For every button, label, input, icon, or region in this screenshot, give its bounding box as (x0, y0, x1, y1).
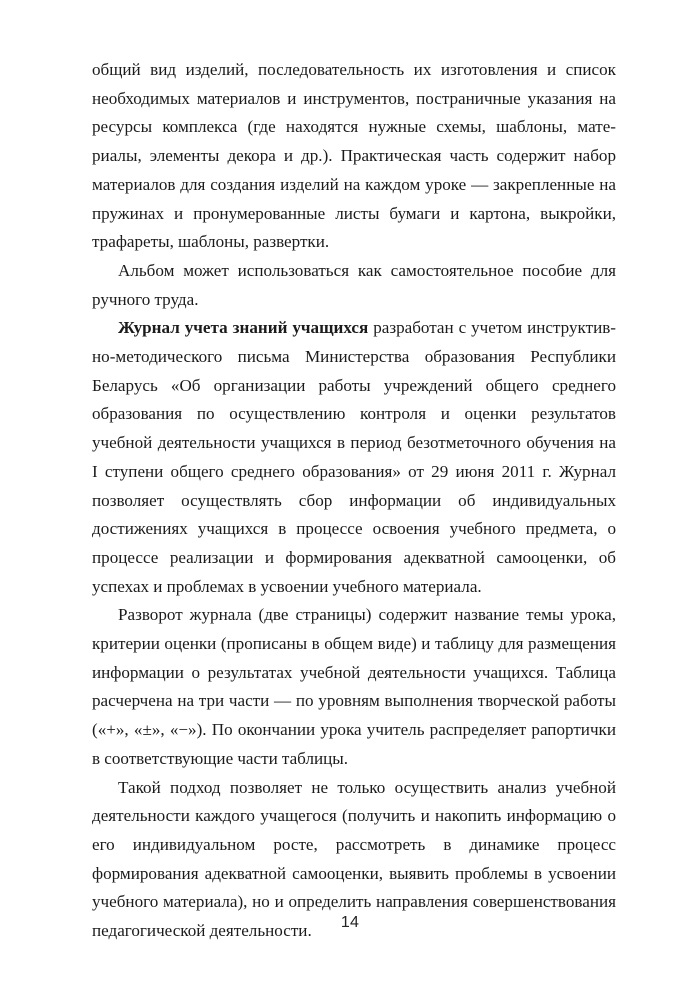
paragraph-3-body: разработан с учетом инструктивно-методического письма Министерства образования Республики Беларусь «Об организации работы учреждений общего среднего образования по осуществлению контроля и оценки результатов учебной деятельности учащихся в период безотметочного обучения на I ступени общего среднего образования» от 29 июня 2011 г. Журнал позволяет осуществлять сбор информации об индивидуальных достижениях учащихся в процессе освоения учебного предмета, о процессе реализации и формирования адекватной самооценки, об успехах и проблемах в усвоении учебного материала. (92, 318, 616, 596)
page-number: 14 (340, 914, 360, 931)
paragraph-4: Разворот журнала (две страницы) содержит название темы урока, критерии оценки (прописаны в общем виде) и таблицу для размещения информации о результатах учебной деятельности учащихся. Таблица расчерчена на три части — по уровням выполнения творческой работы («+», «±», «−»). По окончании урока учитель распределяет рапортички в соответствующие части таблицы. (92, 605, 616, 768)
paragraph-2: Альбом может использоваться как самостоятельное пособие для ручного труда. (92, 260, 616, 309)
paragraph-3 (92, 314, 616, 601)
paragraph-5: Такой подход позволяет не только осуществить анализ учебной деятельности каждого учащегося (получить и накопить информацию о его индивидуальном росте, рассмотреть в динамике процесс формирования адекватной самооценки, выявить проблемы в усвоении учебного материала), но и определить направления совершенствования педагогической деятельности. (92, 777, 616, 941)
paragraph-3-lead-bold: Журнал учета знаний учащихся (118, 318, 369, 338)
paragraph-1: общий вид изделий, последовательность их изготовления и список необходимых материалов и инструментов, постраничные указания на ресурсы комплекса (где находятся нужные схемы, шаблоны, материалы, элементы декора и др.). Практическая часть содержит набор материалов для создания изделий на каждом уроке — закрепленные на пружинах и пронумерованные листы бумаги и картона, выкройки, трафареты, шаблоны, развертки. (92, 60, 616, 252)
text-column (92, 56, 616, 946)
